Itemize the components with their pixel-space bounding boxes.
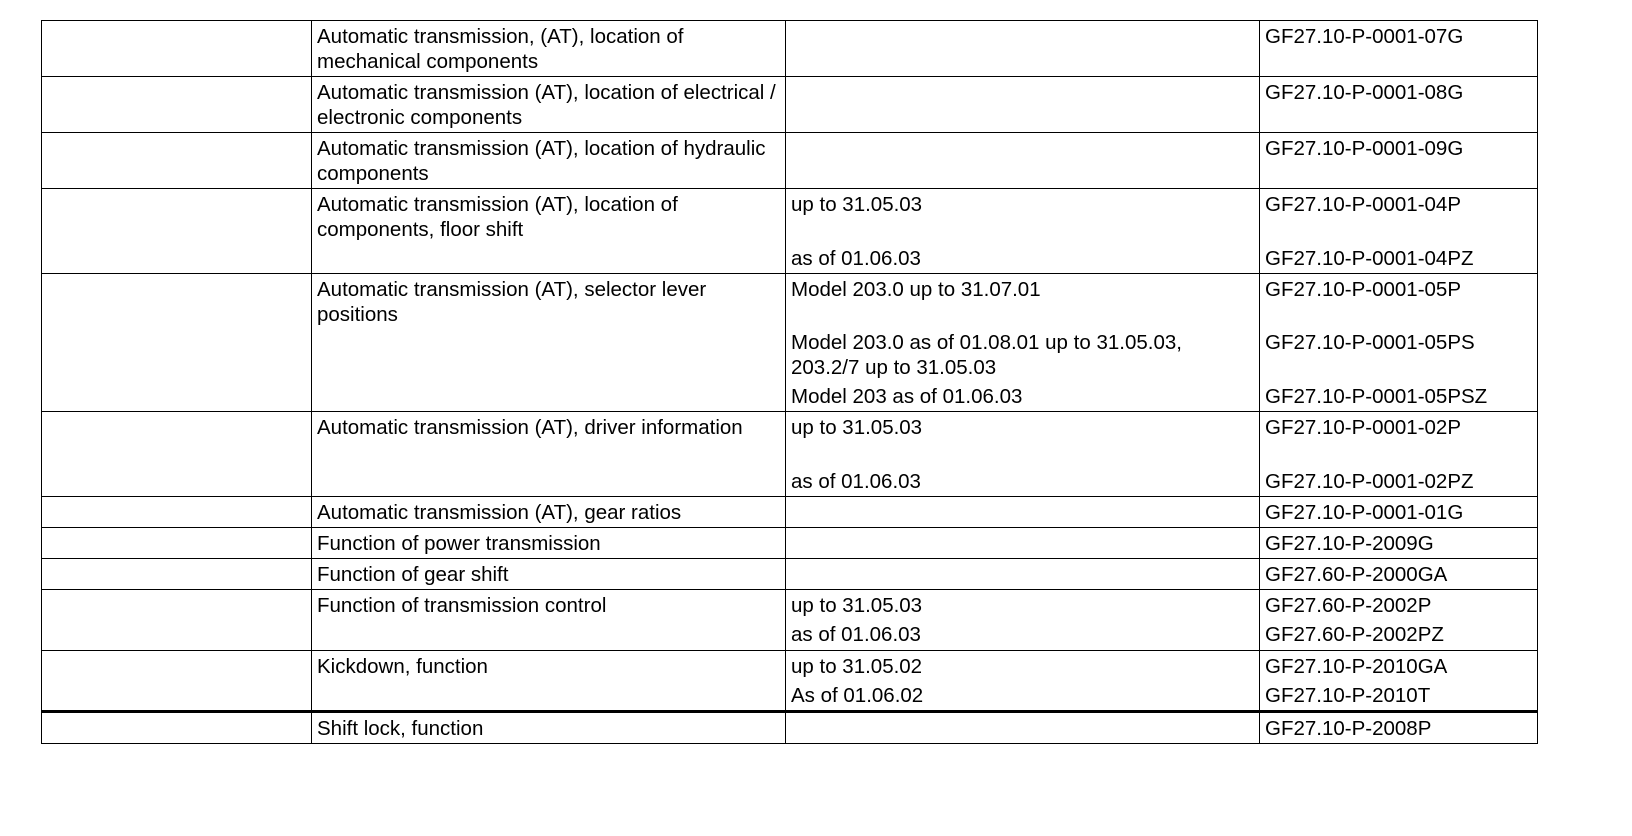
document-number[interactable]: GF27.10-P-0001-05PSZ <box>1265 385 1488 408</box>
description-text: Automatic transmission (AT), driver information <box>317 416 743 439</box>
empty-cell <box>42 590 312 651</box>
document-number[interactable]: GF27.10-P-0001-02P <box>1265 416 1462 439</box>
document-cell <box>1260 590 1538 651</box>
description-cell <box>312 559 786 590</box>
document-number[interactable]: GF27.10-P-0001-08G <box>1265 81 1464 104</box>
table-row <box>42 712 1538 744</box>
empty-cell <box>42 497 312 528</box>
document-cell <box>1260 412 1538 497</box>
description-cell <box>312 497 786 528</box>
document-table <box>41 20 1538 744</box>
empty-cell <box>42 651 312 712</box>
validity-text: Model 203 as of 01.06.03 <box>791 385 1023 408</box>
table-row <box>42 497 1538 528</box>
validity-text: up to 31.05.03 <box>791 193 923 216</box>
document-number[interactable]: GF27.10-P-0001-02PZ <box>1265 470 1474 493</box>
document-number[interactable]: GF27.60-P-2002PZ <box>1265 623 1444 646</box>
empty-cell <box>42 77 312 133</box>
validity-text: As of 01.06.02 <box>791 684 924 707</box>
document-number[interactable]: GF27.10-P-0001-05P <box>1265 278 1462 301</box>
description-text: Kickdown, function <box>317 655 488 678</box>
document-number[interactable]: GF27.10-P-2008P <box>1265 717 1432 740</box>
description-text: Shift lock, function <box>317 717 484 740</box>
document-number[interactable]: GF27.10-P-2010T <box>1265 684 1431 707</box>
empty-cell <box>42 133 312 189</box>
validity-cell <box>786 590 1260 651</box>
validity-cell <box>786 77 1260 133</box>
document-number[interactable]: GF27.10-P-0001-09G <box>1265 137 1464 160</box>
table-row <box>42 77 1538 133</box>
description-text: Automatic transmission (AT), location of hydraulic components <box>317 137 766 185</box>
description-cell <box>312 21 786 77</box>
table-row <box>42 21 1538 77</box>
document-number[interactable]: GF27.10-P-0001-04P <box>1265 193 1462 216</box>
description-text: Automatic transmission (AT), selector lever positions <box>317 278 707 326</box>
validity-text: as of 01.06.03 <box>791 247 921 270</box>
table-row <box>42 559 1538 590</box>
document-number[interactable]: GF27.10-P-0001-07G <box>1265 25 1464 48</box>
table-row <box>42 590 1538 651</box>
document-cell <box>1260 712 1538 744</box>
document-cell <box>1260 77 1538 133</box>
description-text: Function of power transmission <box>317 532 601 555</box>
table-row <box>42 412 1538 497</box>
document-cell <box>1260 133 1538 189</box>
validity-cell <box>786 528 1260 559</box>
document-cell <box>1260 21 1538 77</box>
validity-text: Model 203.0 up to 31.07.01 <box>791 278 1041 301</box>
empty-cell <box>42 274 312 412</box>
document-number[interactable]: GF27.10-P-0001-05PS <box>1265 331 1475 354</box>
validity-text: up to 31.05.02 <box>791 655 923 678</box>
description-text: Automatic transmission (AT), location of components, floor shift <box>317 193 678 241</box>
validity-cell <box>786 412 1260 497</box>
document-cell <box>1260 651 1538 712</box>
document-cell <box>1260 497 1538 528</box>
description-text: Automatic transmission (AT), location of electrical / electronic components <box>317 81 776 129</box>
document-cell <box>1260 559 1538 590</box>
validity-cell <box>786 274 1260 412</box>
validity-text: up to 31.05.03 <box>791 594 923 617</box>
document-number[interactable]: GF27.10-P-2010GA <box>1265 655 1448 678</box>
empty-cell <box>42 189 312 274</box>
validity-cell <box>786 712 1260 744</box>
empty-cell <box>42 712 312 744</box>
description-cell <box>312 133 786 189</box>
document-number[interactable]: GF27.10-P-0001-01G <box>1265 501 1464 524</box>
description-cell <box>312 412 786 497</box>
description-text: Function of transmission control <box>317 594 607 617</box>
table-row <box>42 274 1538 412</box>
description-cell <box>312 77 786 133</box>
document-number[interactable]: GF27.10-P-2009G <box>1265 532 1434 555</box>
document-cell <box>1260 274 1538 412</box>
validity-cell <box>786 559 1260 590</box>
empty-cell <box>42 412 312 497</box>
description-text: Automatic transmission, (AT), location of mechanical components <box>317 25 684 73</box>
description-cell <box>312 189 786 274</box>
empty-cell <box>42 528 312 559</box>
document-cell <box>1260 528 1538 559</box>
document-number[interactable]: GF27.10-P-0001-04PZ <box>1265 247 1474 270</box>
description-cell <box>312 590 786 651</box>
description-cell <box>312 528 786 559</box>
validity-cell <box>786 651 1260 712</box>
validity-cell <box>786 21 1260 77</box>
validity-text: Model 203.0 as of 01.08.01 up to 31.05.03, 203.2/7 up to 31.05.03 <box>791 331 1182 379</box>
description-cell <box>312 712 786 744</box>
description-cell <box>312 651 786 712</box>
validity-text: as of 01.06.03 <box>791 623 921 646</box>
validity-cell <box>786 133 1260 189</box>
table-row <box>42 651 1538 712</box>
description-text: Automatic transmission (AT), gear ratios <box>317 501 682 524</box>
empty-cell <box>42 21 312 77</box>
table-row <box>42 133 1538 189</box>
table-row <box>42 189 1538 274</box>
document-number[interactable]: GF27.60-P-2000GA <box>1265 563 1448 586</box>
table-row <box>42 528 1538 559</box>
validity-cell <box>786 497 1260 528</box>
description-cell <box>312 274 786 412</box>
document-number[interactable]: GF27.60-P-2002P <box>1265 594 1432 617</box>
empty-cell <box>42 559 312 590</box>
validity-cell <box>786 189 1260 274</box>
description-text: Function of gear shift <box>317 563 509 586</box>
validity-text: as of 01.06.03 <box>791 470 921 493</box>
document-cell <box>1260 189 1538 274</box>
validity-text: up to 31.05.03 <box>791 416 923 439</box>
